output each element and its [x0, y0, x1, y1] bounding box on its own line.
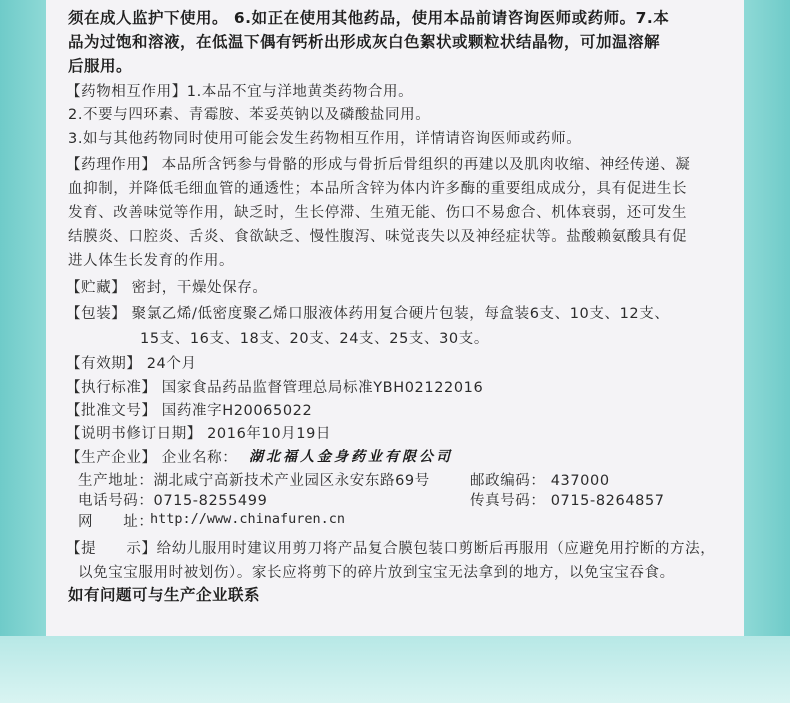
right-background — [744, 0, 790, 703]
postcode-line: 邮政编码： 437000 — [470, 473, 610, 489]
interactions-line-3: 3.如与其他药物同时使用可能会发生药物相互作用，详情请咨询医师或药师。 — [68, 131, 582, 147]
warnings-line-1: 须在成人监护下使用。 6.如正在使用其他药品，使用本品前请咨询医师或药师。7.本 — [68, 9, 670, 27]
pharmacology-line-5: 进人体生长发育的作用。 — [68, 253, 235, 269]
bottom-background — [0, 636, 790, 703]
instruction-leaflet — [46, 0, 744, 636]
tips-line-1: 【提 示】给幼儿服用时建议用剪刀将产品复合膜包装口剪断后再服用（应避免用拧断的方法， — [66, 541, 716, 557]
left-background — [0, 0, 46, 703]
address-line: 生产地址：湖北咸宁高新技术产业园区永安东路69号 — [78, 473, 430, 489]
warnings-line-2: 品为过饱和溶液，在低温下偶有钙析出形成灰白色絮状或颗粒状结晶物，可加温溶解 — [68, 33, 661, 51]
interactions-line-1: 【药物相互作用】1.本品不宜与洋地黄类药物合用。 — [66, 84, 414, 100]
warnings-line-3: 后服用。 — [68, 57, 133, 75]
manufacturer-label: 【生产企业】 企业名称： — [66, 450, 238, 466]
packaging-line-2: 15支、16支、18支、20支、24支、25支、30支。 — [140, 331, 489, 347]
pharmacology-line-4: 结膜炎、口腔炎、舌炎、食欲缺乏、慢性腹泻、味觉丧失以及神经症状等。盐酸赖氨酸具有促 — [68, 229, 688, 245]
packaging-line-1: 【包装】 聚氯乙烯/低密度聚乙烯口服液体药用复合硬片包装，每盒装6支、10支、12支、 — [66, 306, 670, 322]
tips-line-2: 以免宝宝服用时被划伤）。家长应将剪下的碎片放到宝宝无法拿到的地方，以免宝宝吞食。 — [78, 565, 675, 581]
pharmacology-line-3: 发育、改善味觉等作用，缺乏时，生长停滞、生殖无能、伤口不易愈合、机体衰弱，还可发生 — [68, 205, 688, 221]
validity-line: 【有效期】 24个月 — [66, 356, 197, 372]
company-name: 湖北福人金身药业有限公司 — [249, 449, 453, 465]
contact-note: 如有问题可与生产企业联系 — [68, 586, 261, 604]
pharmacology-line-2: 血抑制，并降低毛细血管的通透性；本品所含锌为体内许多酶的重要组成成分，具有促进生长 — [68, 181, 688, 197]
storage-line: 【贮藏】 密封，干燥处保存。 — [66, 280, 268, 296]
website-label: 网 址： — [78, 514, 154, 530]
standard-line: 【执行标准】 国家食品药品监督管理总局标准YBH02122016 — [66, 380, 484, 396]
interactions-line-2: 2.不要与四环素、青霉胺、苯妥英钠以及磷酸盐同用。 — [68, 107, 431, 123]
pharmacology-line-1: 【药理作用】 本品所含钙参与骨骼的形成与骨折后骨组织的再建以及肌肉收缩、神经传递、凝 — [66, 157, 691, 173]
phone-line: 电话号码：0715-8255499 — [78, 493, 268, 509]
approval-line: 【批准文号】 国药准字H20065022 — [66, 403, 313, 419]
fax-line: 传真号码： 0715-8264857 — [470, 493, 665, 509]
revision-date-line: 【说明书修订日期】 2016年10月19日 — [66, 426, 332, 442]
website-link[interactable]: http://www.chinafuren.cn — [150, 511, 346, 527]
